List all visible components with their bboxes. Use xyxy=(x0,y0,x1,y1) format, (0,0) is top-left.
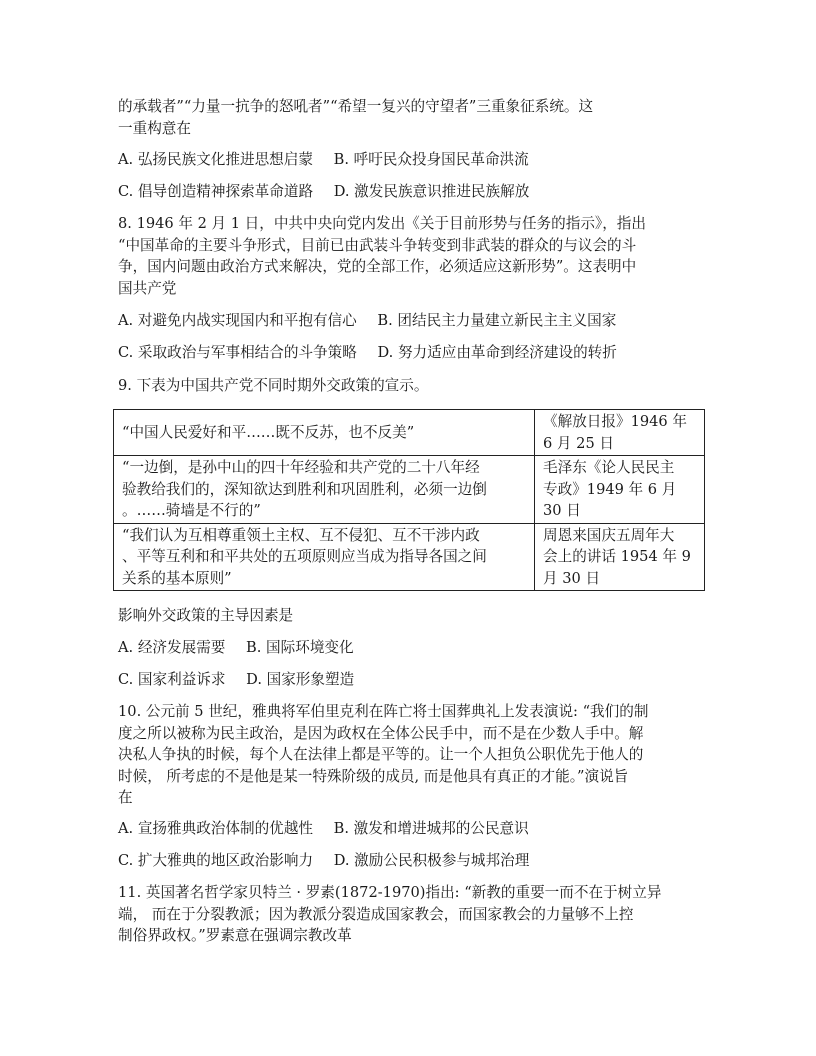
q11-line: 制俗界政权。”罗素意在强调宗教改革 xyxy=(118,927,352,944)
q10-line: 10. 公元前 5 世纪，雅典将军伯里克利在阵亡将士国葬典礼上发表演说: “我们的制 xyxy=(118,703,649,720)
q10-stem xyxy=(118,701,703,809)
table-cell-source: 毛泽东《论人民民主 专政》1949 年 6 月 30 日 xyxy=(535,456,705,524)
table-row xyxy=(114,410,705,456)
q8-stem xyxy=(118,213,703,299)
q8-options-row1 xyxy=(118,310,708,332)
q7-option-b: B. 呼吁民众投身国民革命洪流 xyxy=(333,151,529,168)
q9-stem-text: 9. 下表为中国共产党不同时期外交政策的宣示。 xyxy=(118,377,429,394)
q7-options-row1 xyxy=(118,149,708,171)
q7-option-a: A. 弘扬民族文化推进思想启蒙 xyxy=(118,151,313,168)
q9-option-d: D. 国家形象塑造 xyxy=(246,671,355,688)
q9-option-c: C. 国家利益诉求 xyxy=(118,671,226,688)
table-cell-source: 《解放日报》1946 年 6 月 25 日 xyxy=(535,410,705,456)
q11-line: 11. 英国著名哲学家贝特兰 · 罗素(1872-1970)指出: “新教的重要一而不在于树立异 xyxy=(118,884,662,901)
q8-option-a: A. 对避免内战实现国内和平抱有信心 xyxy=(118,312,357,329)
q10-line: 在 xyxy=(118,789,133,806)
q10-option-b: B. 激发和增进城邦的公民意识 xyxy=(333,820,529,837)
q10-option-d: D. 激励公民积极参与城邦治理 xyxy=(333,852,530,869)
q10-options-row1 xyxy=(118,818,708,840)
q10-options-row2 xyxy=(118,850,708,872)
table-row xyxy=(114,456,705,524)
q10-line: 决私人争执的时候，每个人在法律上都是平等的。让一个人担负公职优先于他人的 xyxy=(118,746,644,763)
q9-options-row1 xyxy=(118,637,708,659)
q10-option-c: C. 扩大雅典的地区政治影响力 xyxy=(118,852,314,869)
q9-options-row2 xyxy=(118,669,708,691)
q11-line: 端， 而在于分裂教派；因为教派分裂造成国家教会，而国家教会的力量够不上控 xyxy=(118,905,634,923)
q8-line: 争，国内问题由政治方式来解决，党的全部工作，必须适应这新形势”。这表明中 xyxy=(118,258,637,275)
q8-line: 8. 1946 年 2 月 1 日，中共中央向党内发出《关于目前形势与任务的指示》，指出 xyxy=(118,215,646,232)
q8-option-d: D. 努力适应由革命到经济建设的转折 xyxy=(377,344,617,361)
q9-option-b: B. 国际环境变化 xyxy=(246,639,354,656)
q7-line: 的承载者”“力量一抗争的怒吼者”“希望一复兴的守望者”三重象征系统。这 xyxy=(118,98,594,115)
q7-option-d: D. 激发民族意识推进民族解放 xyxy=(333,183,530,200)
q7-option-c: C. 倡导创造精神探索革命道路 xyxy=(118,183,314,200)
q8-option-b: B. 团结民主力量建立新民主主义国家 xyxy=(377,312,617,329)
table-cell-quote: “我们认为互相尊重领土主权、互不侵犯、互不干涉内政 、平等互利和和平共处的五项原则应当成为指导各国之间 关系的基本原则” xyxy=(114,523,535,591)
table-cell-quote: “中国人民爱好和平……既不反苏，也不反美” xyxy=(114,410,535,456)
table-row xyxy=(114,523,705,591)
q10-line: 度之所以被称为民主政治，是因为政权在全体公民手中，而不是在少数人手中。解 xyxy=(118,724,644,742)
q9-stem xyxy=(118,375,703,397)
q8-line: 国共产党 xyxy=(118,279,177,297)
q9-question-text: 影响外交政策的主导因素是 xyxy=(118,607,294,624)
q8-line: “中国革命的主要斗争形式，目前已由武装斗争转变到非武装的群众的与议会的斗 xyxy=(118,236,637,254)
q7-line: 一重构意在 xyxy=(118,119,191,137)
q7-options-row2 xyxy=(118,181,708,203)
q8-option-c: C. 采取政治与军事相结合的斗争策略 xyxy=(118,344,357,361)
q10-line: 时候， 所考虑的不是他是某一特殊阶级的成员, 而是他具有真正的才能。”演说旨 xyxy=(118,767,629,785)
q11-stem xyxy=(118,882,703,947)
foreign-policy-table xyxy=(113,409,705,591)
q10-option-a: A. 宣扬雅典政治体制的优越性 xyxy=(118,820,313,837)
q9-question xyxy=(118,605,703,627)
q7-stem-continued xyxy=(118,96,703,139)
q8-options-row2 xyxy=(118,342,708,364)
table-cell-source: 周恩来国庆五周年大 会上的讲话 1954 年 9 月 30 日 xyxy=(535,523,705,591)
table-cell-quote: “一边倒，是孙中山的四十年经验和共产党的二十八年经 验教给我们的，深知欲达到胜利和巩固胜利，必须一边倒 。……骑墙是不行的” xyxy=(114,456,535,524)
q9-option-a: A. 经济发展需要 xyxy=(118,639,226,656)
